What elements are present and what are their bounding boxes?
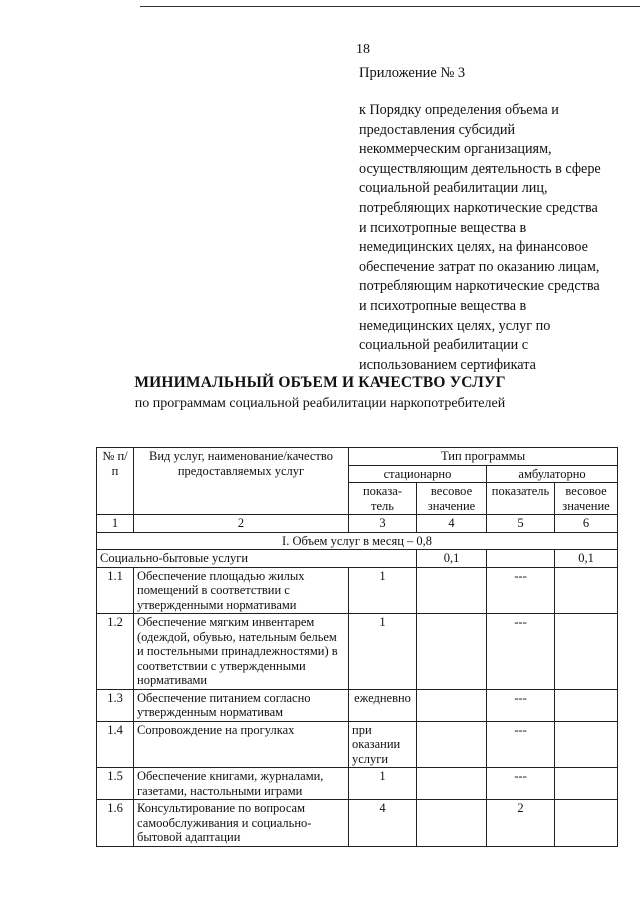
description-line: некоммерческим организациям, bbox=[359, 141, 552, 158]
row-weight-ambulatory bbox=[555, 768, 618, 800]
document-subtitle: по программам социальной реабилитации наркопотребителей bbox=[134, 396, 506, 411]
column-number: 5 bbox=[487, 515, 555, 533]
column-number: 2 bbox=[134, 515, 349, 533]
row-indicator-stationary: 1 bbox=[349, 567, 417, 614]
row-indicator-stationary: 4 bbox=[349, 800, 417, 847]
table-row bbox=[97, 721, 618, 768]
row-indicator-ambulatory: --- bbox=[487, 689, 555, 721]
column-number: 4 bbox=[417, 515, 487, 533]
row-indicator-ambulatory: --- bbox=[487, 721, 555, 768]
description-line: осуществляющим деятельность в сфере bbox=[359, 160, 601, 177]
header-ambulatory: амбулаторно bbox=[487, 465, 618, 483]
row-weight-ambulatory bbox=[555, 689, 618, 721]
table-row bbox=[97, 567, 618, 614]
row-number: 1.3 bbox=[97, 689, 134, 721]
section-row bbox=[97, 532, 618, 550]
column-number: 1 bbox=[97, 515, 134, 533]
row-weight-stationary bbox=[417, 614, 487, 690]
page-number: 18 bbox=[356, 42, 370, 57]
column-number: 3 bbox=[349, 515, 417, 533]
description-line: и психотропные вещества в bbox=[359, 219, 527, 236]
row-number: 1.4 bbox=[97, 721, 134, 768]
services-table bbox=[96, 447, 618, 847]
header-program-type: Тип программы bbox=[349, 448, 618, 466]
header-service: Вид услуг, наименование/качество предоставляемых услуг bbox=[134, 448, 349, 515]
document-title: МИНИМАЛЬНЫЙ ОБЪЕМ И КАЧЕСТВО УСЛУГ bbox=[134, 374, 506, 391]
table-row bbox=[97, 768, 618, 800]
row-weight-stationary bbox=[417, 721, 487, 768]
row-weight-ambulatory bbox=[555, 721, 618, 768]
group-empty-cell bbox=[487, 550, 555, 568]
appendix-description bbox=[359, 101, 631, 375]
header-weight-ambulatory: весовое значение bbox=[555, 483, 618, 515]
row-service: Обеспечение книгами, журналами, газетами, настольными играми bbox=[134, 768, 349, 800]
section-title: I. Объем услуг в месяц – 0,8 bbox=[97, 532, 618, 550]
row-indicator-stationary: 1 bbox=[349, 768, 417, 800]
row-weight-stationary bbox=[417, 800, 487, 847]
row-service: Обеспечение площадью жилых помещений в соответствии с утвержденными нормативами bbox=[134, 567, 349, 614]
row-service: Консультирование по вопросам самообслуживания и социально-бытовой адаптации bbox=[134, 800, 349, 847]
description-line: и психотропные вещества в bbox=[359, 297, 527, 314]
description-line: обеспечение затрат по оказанию лицам, bbox=[359, 258, 600, 275]
description-line: немедицинских целях, услуг по bbox=[359, 317, 551, 334]
row-indicator-stationary: 1 bbox=[349, 614, 417, 690]
row-indicator-ambulatory: 2 bbox=[487, 800, 555, 847]
table-header-row bbox=[97, 448, 618, 466]
row-indicator-ambulatory: --- bbox=[487, 768, 555, 800]
row-weight-ambulatory bbox=[555, 800, 618, 847]
top-border-line bbox=[140, 6, 640, 7]
row-weight-ambulatory bbox=[555, 614, 618, 690]
column-numbers-row bbox=[97, 515, 618, 533]
description-line: потребляющих наркотические средства bbox=[359, 199, 598, 216]
header-indicator-ambulatory: показатель bbox=[487, 483, 555, 515]
row-weight-stationary bbox=[417, 768, 487, 800]
description-line: социальной реабилитации с bbox=[359, 337, 529, 354]
row-service: Сопровождение на прогулках bbox=[134, 721, 349, 768]
row-indicator-ambulatory: --- bbox=[487, 567, 555, 614]
description-line: потребляющим наркотические средства bbox=[359, 278, 600, 295]
header-indicator-stationary: показа-тель bbox=[349, 483, 417, 515]
table-row bbox=[97, 614, 618, 690]
description-line: немедицинских целях, на финансовое bbox=[359, 239, 588, 256]
table-row bbox=[97, 689, 618, 721]
row-indicator-stationary: ежедневно bbox=[349, 689, 417, 721]
header-stationary: стационарно bbox=[349, 465, 487, 483]
row-weight-ambulatory bbox=[555, 567, 618, 614]
row-service: Обеспечение питанием согласно утвержденным нормативам bbox=[134, 689, 349, 721]
row-indicator-stationary: при оказании услуги bbox=[349, 721, 417, 768]
group-name: Социально-бытовые услуги bbox=[97, 550, 417, 568]
row-indicator-ambulatory: --- bbox=[487, 614, 555, 690]
header-number: № п/п bbox=[97, 448, 134, 515]
description-line: социальной реабилитации лиц, bbox=[359, 180, 548, 197]
header-weight-stationary: весовое значение bbox=[417, 483, 487, 515]
row-number: 1.5 bbox=[97, 768, 134, 800]
group-row bbox=[97, 550, 618, 568]
row-number: 1.1 bbox=[97, 567, 134, 614]
group-weight-ambulatory: 0,1 bbox=[555, 550, 618, 568]
table-row bbox=[97, 800, 618, 847]
row-service: Обеспечение мягким инвентарем (одеждой, обувью, нательным бельем и постельными принадлежностями) в соответствии с утвержденными нормативами bbox=[134, 614, 349, 690]
row-number: 1.6 bbox=[97, 800, 134, 847]
row-weight-stationary bbox=[417, 689, 487, 721]
row-weight-stationary bbox=[417, 567, 487, 614]
column-number: 6 bbox=[555, 515, 618, 533]
appendix-label: Приложение № 3 bbox=[359, 65, 466, 81]
row-number: 1.2 bbox=[97, 614, 134, 690]
group-weight-stationary: 0,1 bbox=[417, 550, 487, 568]
description-line: предоставления субсидий bbox=[359, 121, 516, 138]
description-line: к Порядку определения объема и bbox=[359, 102, 559, 118]
description-line: использованием сертификата bbox=[359, 356, 536, 373]
